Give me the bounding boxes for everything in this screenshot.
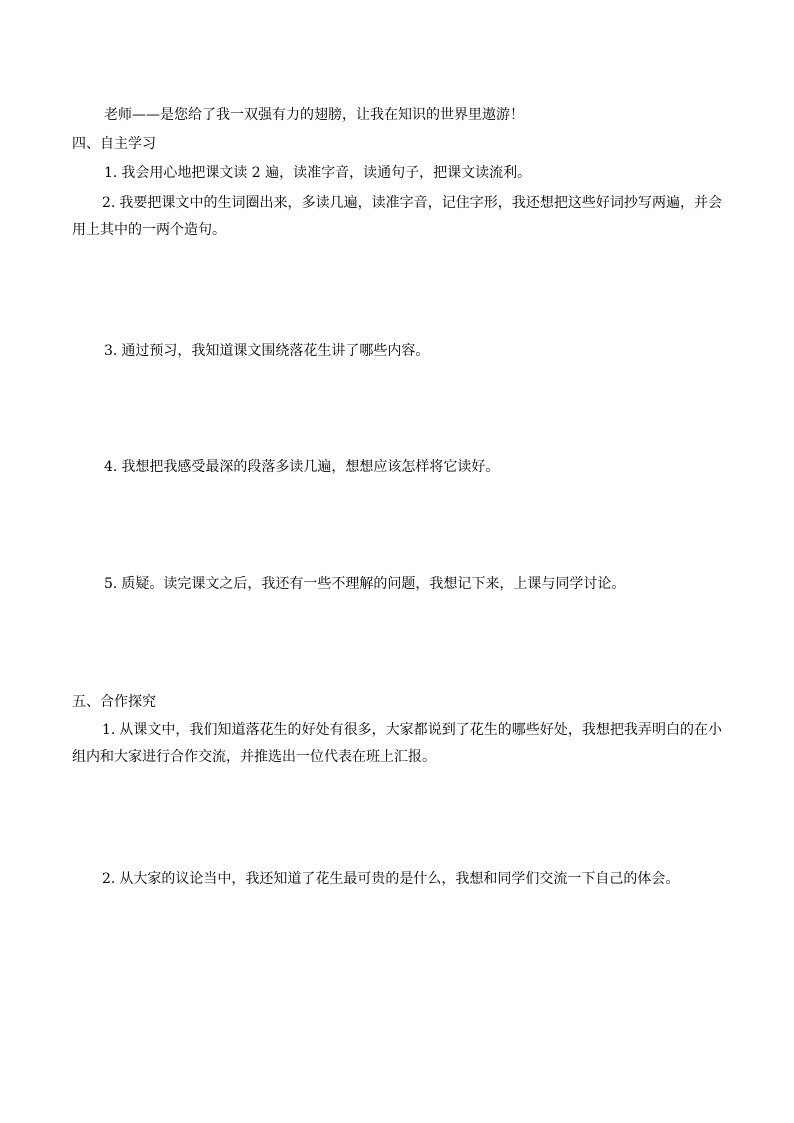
section-4-item-1: 1. 我会用心地把课文读 2 遍，读准字音，读通句子，把课文读流利。: [104, 165, 532, 181]
section-5-heading: 五、合作探究: [72, 694, 156, 710]
section-4-item-4: 4. 我想把我感受最深的段落多读几遍，想想应该怎样将它读好。: [104, 459, 500, 475]
intro-line: 老师——是您给了我一双强有力的翅膀，让我在知识的世界里遨游！: [104, 107, 524, 123]
section-4-item-5: 5. 质疑。读完课文之后，我还有一些不理解的问题，我想记下来，上课与同学讨论。: [104, 576, 626, 592]
section-4-item-3: 3. 通过预习，我知道课文围绕落花生讲了哪些内容。: [104, 343, 430, 359]
section-4-heading: 四、自主学习: [72, 136, 156, 152]
section-4-item-2: 2. 我要把课文中的生词圈出来，多读几遍，读准字音，记住字形，我还想把这些好词抄写两遍，并会用上其中的一两个造句。: [72, 195, 722, 238]
section-5-item-1: 1. 从课文中，我们知道落花生的好处有很多，大家都说到了花生的哪些好处，我想把我弄明白的在小组内和大家进行合作交流，并推选出一位代表在班上汇报。: [72, 722, 722, 765]
section-5-item-2: 2. 从大家的议论当中，我还知道了花生最可贵的是什么，我想和同学们交流一下自己的体会。: [102, 871, 680, 887]
